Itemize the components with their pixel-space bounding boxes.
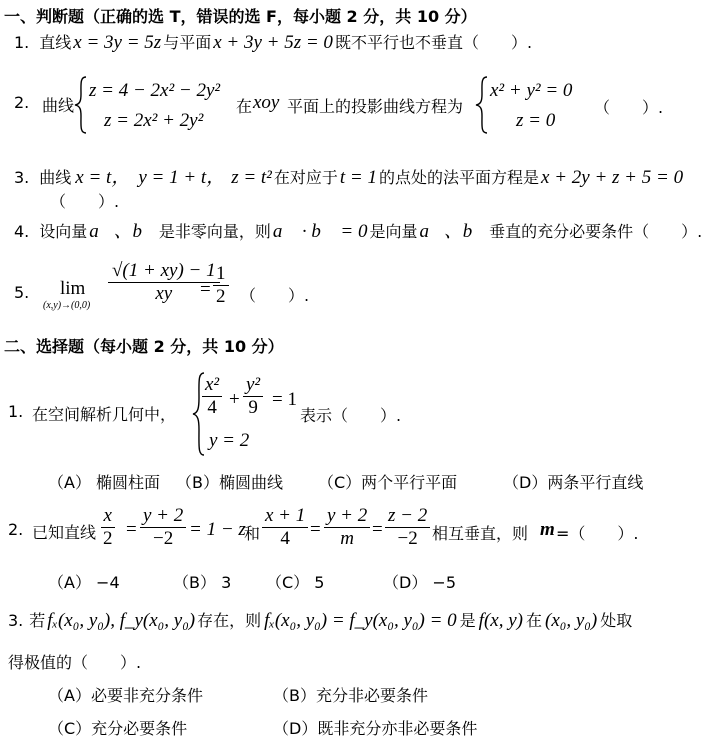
s2-q2-frac3 [262, 505, 308, 550]
s1-q5-text-a: （ ）. [240, 286, 310, 305]
s1-q5-numerator: √(1 + xy) − 1 [108, 260, 220, 283]
s1-q1 [14, 30, 532, 54]
s1-q3-text-a: 曲线 [39, 168, 72, 187]
s2-q2-eq2: = [310, 519, 321, 540]
s1-q2-sys2-line2: z = 0 [516, 110, 556, 131]
s2-q2-math-m: m [540, 519, 555, 540]
s1-q5-denominator: xy [155, 282, 173, 304]
s2-q3-math-c: f(x, y) [478, 610, 523, 631]
s1-q3-text-d: （ ）. [50, 192, 120, 211]
s1-q5-rhs-den: 2 [216, 285, 226, 307]
s2-q2-number: 2. [8, 520, 24, 539]
s1-q1-text-b: 与平面 [163, 33, 212, 52]
s2-q3-number: 3. [8, 611, 24, 630]
s2-q3-math-a: fₓ(x₀, y₀), f_y(x₀, y₀) [47, 610, 196, 631]
s1-q3-math-b: y = 1 + t， [138, 167, 226, 188]
s2-q3-line2: 得极值的（ ）. [8, 653, 142, 672]
s2-q2-text-d: =（ ）. [556, 524, 639, 543]
section2-title: 二、选择题（每小题 2 分，共 10 分） [4, 337, 284, 356]
s1-q3-math-d: t = 1 [339, 167, 378, 188]
s1-q4 [14, 216, 702, 243]
s1-q5-number: 5. [14, 283, 30, 302]
s1-q2-sys1-line2: z = 2x² + 2y² [104, 110, 204, 131]
s2-q2-frac4-num: y + 2 [324, 505, 370, 528]
s1-q2-text-b: 在 [236, 97, 253, 116]
s1-q1-text-c: 既不平行也不垂直（ ）. [334, 33, 533, 52]
s1-q4-text-d: 垂直的充分必要条件（ ）. [489, 222, 703, 241]
s2-q3-text-d: 在 [525, 611, 542, 630]
s2-q3-text-a: 若 [29, 611, 46, 630]
s1-q2-number-wrap [14, 93, 29, 112]
s1-q4-math-b: a⃗ · b⃗ = 0 [272, 221, 368, 242]
s2-q1-option-b: （B）椭圆曲线 [176, 473, 283, 492]
s2-q2-frac3-num: x + 1 [262, 505, 308, 528]
s1-q3-math-a: x = t， [75, 167, 131, 188]
s2-q1-frac1-num: x² [202, 374, 222, 397]
s2-q2-frac1 [100, 505, 116, 550]
s2-q2-text-b: 和 [244, 524, 261, 543]
s1-q2-text-c: 平面上的投影曲线方程为 [287, 97, 464, 116]
s1-q1-math-a: x = 3y = 5z [73, 32, 162, 53]
s2-q2-frac5-num: z − 2 [385, 505, 430, 528]
s2-q2-text-a: 已知直线 [32, 523, 97, 542]
s2-q1-plus: + [229, 389, 240, 410]
s2-q2-frac5-den: −2 [397, 527, 418, 549]
s2-q1-frac2-num: y² [243, 374, 263, 397]
s1-q4-math-a: a⃗、b⃗ [89, 221, 157, 242]
s2-q1-text-a: 在空间解析几何中， [32, 405, 177, 424]
s2-q1-text-b: 表示（ ）. [300, 406, 402, 425]
s1-q2-sys1-line1: z = 4 − 2x² − 2y² [89, 80, 221, 101]
s1-q2-number: 2. [14, 93, 30, 112]
s2-q1-frac1-den: 4 [207, 396, 217, 418]
s2-q2-option-b: （B） 3 [173, 573, 232, 592]
s2-q1-sys-line2: y = 2 [209, 430, 250, 451]
s2-q2-frac2 [140, 505, 186, 550]
s2-q1-option-a: （A） 椭圆柱面 [48, 473, 161, 492]
s2-q2-frac4 [324, 505, 370, 550]
s2-q2-eq3: = [372, 519, 383, 540]
s1-q4-text-a: 设向量 [39, 222, 88, 241]
s2-q3-option-b: （B）充分非必要条件 [273, 686, 428, 705]
s2-q3-text-b: 存在，则 [197, 611, 262, 630]
s2-q2-option-c: （C） 5 [266, 573, 325, 592]
s1-q5-lim-sub: (x,y)→(0,0) [43, 300, 91, 311]
s2-q3-text-c: 是 [459, 611, 476, 630]
s1-q5-rhs-num: 1 [213, 263, 229, 286]
s2-q3-option-d: （D）既非充分亦非必要条件 [273, 719, 478, 738]
left-brace-icon [475, 76, 489, 134]
s2-q3-math-d: (x₀, y₀) [545, 610, 598, 631]
s2-q3 [8, 608, 632, 632]
s1-q4-text-b: 是非零向量，则 [158, 222, 271, 241]
s1-q3-text-b: 在对应于 [273, 168, 338, 187]
s2-q3-math-b: fₓ(x₀, y₀) = f_y(x₀, y₀) = 0 [264, 610, 457, 631]
s2-q1-option-d: （D）两条平行直线 [503, 473, 644, 492]
s1-q4-number: 4. [14, 222, 30, 241]
s2-q1-sys-frac1 [202, 374, 222, 419]
left-brace-icon [74, 76, 88, 134]
s2-q1-number: 1. [8, 402, 24, 421]
s2-q3-text-e: 处取 [600, 611, 633, 630]
s1-q3-number: 3. [14, 168, 30, 187]
s2-q2-frac1-den: 2 [103, 527, 113, 549]
s2-q2-option-d: （D） −5 [383, 573, 456, 592]
s1-q2-text-a: 曲线 [42, 96, 75, 115]
s1-q1-text-a: 直线 [39, 33, 72, 52]
s1-q4-text-c: 是向量 [369, 222, 418, 241]
s1-q1-math-b: x + 3y + 5z = 0 [213, 32, 333, 53]
s2-q2-frac2-den: −2 [153, 527, 174, 549]
s2-q1-sys-eq: = 1 [272, 389, 297, 410]
s2-q1-frac2-den: 9 [248, 396, 258, 418]
s2-q2-eq1: = [126, 519, 137, 540]
section1-title: 一、判断题（正确的选 T，错误的选 F，每小题 2 分，共 10 分） [4, 7, 477, 26]
s1-q4-math-c: a⃗、b⃗ [419, 221, 488, 242]
s1-q2-math-b: xoy [253, 92, 280, 113]
s1-q1-number: 1. [14, 33, 30, 52]
s2-q2-option-a: （A） −4 [48, 573, 120, 592]
s2-q1-option-c: （C）两个平行平面 [318, 473, 458, 492]
s2-q2-frac4-den: m [340, 527, 354, 549]
s2-q1-sys-frac2 [243, 374, 263, 419]
s1-q5-equals: = [200, 279, 211, 300]
s1-q5-rhs [213, 263, 229, 308]
s2-q3-option-a: （A）必要非充分条件 [48, 686, 203, 705]
s2-q2-frac5 [385, 505, 430, 550]
s2-q2-frac1-num: x [101, 505, 115, 528]
s1-q2-sys2-line1: x² + y² = 0 [490, 80, 573, 101]
s2-q2-frac2-num: y + 2 [140, 505, 186, 528]
s1-q2-text-d: （ ）. [594, 98, 664, 117]
s1-q5-lim: lim [60, 278, 86, 299]
s1-q3-math-c: z = t² [231, 167, 272, 188]
s1-q3 [14, 162, 683, 189]
s1-q3-math-e: x + 2y + z + 5 = 0 [541, 167, 684, 188]
s2-q2-frac3-den: 4 [280, 527, 290, 549]
s1-q3-text-c: 的点处的法平面方程是 [379, 168, 540, 187]
s2-q3-option-c: （C）充分必要条件 [48, 719, 188, 738]
s2-q2-text-c: 相互垂直，则 [432, 524, 529, 543]
s2-q2-tail1: = 1 − z [189, 519, 246, 540]
